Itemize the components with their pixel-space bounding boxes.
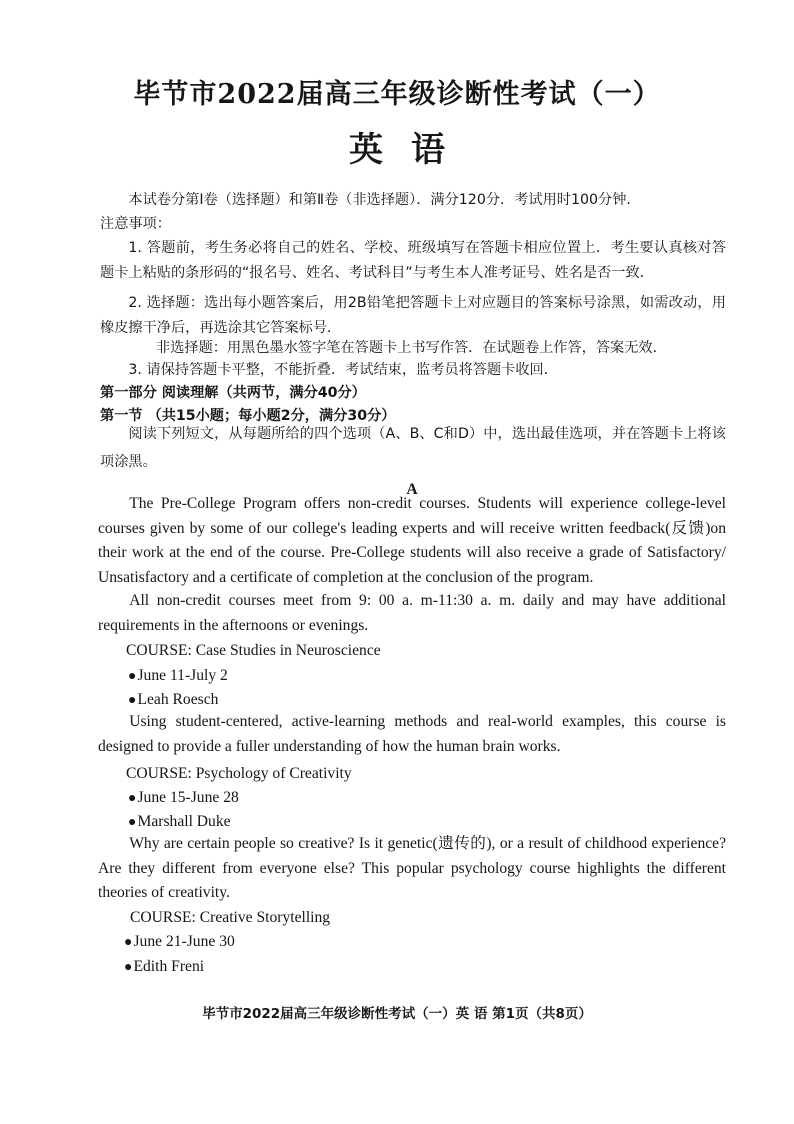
course-1-description: Using student-centered, active-learning methods and real-world examples, this course is designed to provide a fuller understanding of how the human brain works. xyxy=(98,713,726,755)
note-item-2: 2. 选择题：选出每小题答案后，用2B铅笔把答题卡上对应题目的答案标号涂黑，如需改动，用橡皮擦干净后，再选涂其它答案标号． xyxy=(100,295,726,336)
note-item-2b: 非选择题：用黑色墨水签字笔在答题卡上书写作答．在试题卷上作答，答案无效． xyxy=(156,340,667,356)
passage-paragraph-2: All non-credit courses meet from 9: 00 a. m-11:30 a. m. daily and may have additional requirements in the afternoons or evenings. xyxy=(98,592,726,634)
course-2-dates: ●June 15-June 28 xyxy=(128,786,726,812)
note-item-3: 3. 请保持答题卡平整，不能折叠．考试结束，监考员将答题卡收回． xyxy=(128,362,558,378)
bullet-icon: ● xyxy=(124,960,133,975)
bullet-icon: ● xyxy=(128,791,137,806)
course-2-title: COURSE: Psychology of Creativity xyxy=(126,765,352,782)
exam-intro: 本试卷分第Ⅰ卷（选择题）和第Ⅱ卷（非选择题）．满分120分．考试用时100分钟． xyxy=(128,192,641,208)
note-item-1: 1. 答题前，考生务必将自己的姓名、学校、班级填写在答题卡相应位置上．考生要认真核对答题卡上粘贴的条形码的“报名号、姓名、考试科目”与考生本人准考证号、姓名是否一致． xyxy=(100,240,726,281)
section-1-heading: 第一节 （共15小题；每小题2分，满分30分） xyxy=(100,408,396,424)
course-2-teacher: ●Marshall Duke xyxy=(128,810,726,836)
course-3-teacher: ●Edith Freni xyxy=(124,955,726,981)
notes-heading: 注意事项： xyxy=(100,216,171,232)
part-1-heading: 第一部分 阅读理解（共两节，满分40分） xyxy=(100,385,366,401)
course-1-teacher: ●Leah Roesch xyxy=(128,688,726,714)
bullet-icon: ● xyxy=(124,935,133,950)
passage-label: A xyxy=(406,481,418,498)
bullet-icon: ● xyxy=(128,815,137,830)
course-3-dates: ●June 21-June 30 xyxy=(124,930,726,956)
page-footer: 毕节市2022届高三年级诊断性考试（一）英 语 第1页（共8页） xyxy=(202,1006,592,1022)
course-2-description: Why are certain people so creative? Is it genetic(遗传的), or a result of childhood experience? Are they different from everyone else? This popular psychology course highlights the different theories of creativity. xyxy=(98,835,726,901)
subject-title: 英语 xyxy=(349,130,473,170)
exam-title: 毕节市2022届高三年级诊断性考试（一） xyxy=(133,79,661,110)
passage-paragraph-1: The Pre-College Program offers non-credit courses. Students will experience college-level courses given by some of our college's leading experts and will receive written feedback(反馈)on their work at the end of the course. Pre-College students will also receive a grade of Satisfactory/ Unsatisfactory and a certificate of completion at the conclusion of the program. xyxy=(98,495,726,586)
course-1-title: COURSE: Case Studies in Neuroscience xyxy=(126,642,381,659)
bullet-icon: ● xyxy=(128,669,137,684)
course-1-dates: ●June 11-July 2 xyxy=(128,664,726,690)
reading-instructions: 阅读下列短文，从每题所给的四个选项（A、B、C和D）中，选出最佳选项，并在答题卡上将该项涂黑。 xyxy=(100,426,726,470)
bullet-icon: ● xyxy=(128,693,137,708)
course-3-title: COURSE: Creative Storytelling xyxy=(130,909,331,926)
